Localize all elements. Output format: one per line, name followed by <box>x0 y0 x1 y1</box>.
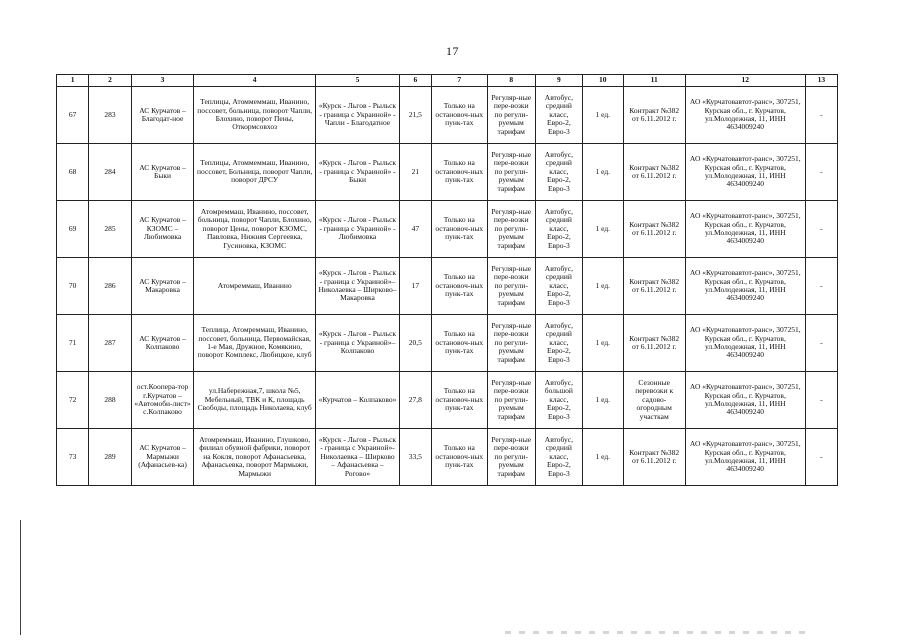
cell-transport-type: Регуляр-ные пере-возки по регули-руемым тарифам <box>487 144 535 201</box>
cell-route-name: АС Курчатов – Быки <box>131 144 193 201</box>
cell-count: 1 ед. <box>582 258 623 315</box>
cell-contract: Контракт №382 от 6.11.2012 г. <box>623 87 685 144</box>
cell-notes: - <box>805 87 837 144</box>
cell-roads: «Курчатов – Колпаково» <box>316 372 400 429</box>
cell-route-name: АС Курчатов – Колпаково <box>131 315 193 372</box>
cell-contract: Контракт №382 от 6.11.2012 г. <box>623 144 685 201</box>
cell-transport-type: Регуляр-ные пере-возки по регули-руемым тарифам <box>487 315 535 372</box>
cell-count: 1 ед. <box>582 87 623 144</box>
cell-transport-type: Регуляр-ные пере-возки по регули-руемым тарифам <box>487 87 535 144</box>
cell-route-name: АС Курчатов – Макаровка <box>131 258 193 315</box>
cell-count: 1 ед. <box>582 429 623 486</box>
cell-route-number: 287 <box>89 315 132 372</box>
cell-boarding: Только на остановоч-ных пунк-тах <box>431 258 487 315</box>
column-header: 10 <box>582 75 623 87</box>
cell-vehicle: Автобус, средний класс, Евро-2, Евро-3 <box>535 87 582 144</box>
cell-length: 21,5 <box>399 87 431 144</box>
cell-length: 33,5 <box>399 429 431 486</box>
cell-contract: Контракт №382 от 6.11.2012 г. <box>623 258 685 315</box>
cell-route-name: АС Курчатов – Мармыжи (Афанасьев-ка) <box>131 429 193 486</box>
cell-transport-type: Регуляр-ные пере-возки по регули-руемым тарифам <box>487 372 535 429</box>
cell-count: 1 ед. <box>582 144 623 201</box>
cell-row-number: 72 <box>57 372 89 429</box>
cell-count: 1 ед. <box>582 315 623 372</box>
cell-route-number: 285 <box>89 201 132 258</box>
cell-boarding: Только на остановоч-ных пунк-тах <box>431 315 487 372</box>
routes-table <box>56 74 838 486</box>
cell-transport-type: Регуляр-ные пере-возки по регули-руемым тарифам <box>487 201 535 258</box>
cell-route-number: 286 <box>89 258 132 315</box>
cell-length: 21 <box>399 144 431 201</box>
column-header: 12 <box>685 75 805 87</box>
cell-notes: - <box>805 372 837 429</box>
cell-boarding: Только на остановоч-ных пунк-тах <box>431 429 487 486</box>
cell-vehicle: Автобус, средний класс, Евро-2, Евро-3 <box>535 429 582 486</box>
page-number: 17 <box>446 44 459 58</box>
cell-notes: - <box>805 429 837 486</box>
cell-contract: Контракт №382 от 6.11.2012 г. <box>623 429 685 486</box>
cell-transport-type: Регуляр-ные пере-возки по регули-руемым тарифам <box>487 429 535 486</box>
cell-carrier: АО «Курчатовавтот-ранс», 307251, Курская обл., г. Курчатов, ул.Молодежная, 11, ИНН 4634009240 <box>685 258 805 315</box>
cell-route-name: АС Курчатов – КЗОМС – Любимовка <box>131 201 193 258</box>
cell-roads: «Курск - Льгов - Рыльск - граница с Украиной»– Николаевка – Ширково– Макаровка <box>316 258 400 315</box>
cell-length: 27,8 <box>399 372 431 429</box>
cell-boarding: Только на остановоч-ных пунк-тах <box>431 144 487 201</box>
cell-notes: - <box>805 144 837 201</box>
cell-notes: - <box>805 258 837 315</box>
cell-row-number: 73 <box>57 429 89 486</box>
cell-intermediate-stops: ул.Набережная,7, школа №5, Мебельный, ТВК и К, площадь Свободы, площадь Николаева, клуб <box>194 372 316 429</box>
cell-roads: «Курск - Льгов - Рыльск - граница с Украиной» - Любимовка <box>316 201 400 258</box>
cell-roads: «Курск - Льгов - Рыльск - граница с Украиной»- Николаевка – Ширково – Афанасьевка – Рогово» <box>316 429 400 486</box>
cell-route-number: 283 <box>89 87 132 144</box>
cell-intermediate-stops: Теплица, Атомреммаш, Иванино, поссовет, больница, Первомайская, 1-е Мая, Дружное, Комякино, поворот Комплекс, Любицкое, клуб <box>194 315 316 372</box>
cell-count: 1 ед. <box>582 372 623 429</box>
table-row <box>57 372 838 429</box>
cell-roads: «Курск - Льгов - Рыльск - граница с Украиной» - Быки <box>316 144 400 201</box>
cell-length: 17 <box>399 258 431 315</box>
cell-route-number: 284 <box>89 144 132 201</box>
table-row <box>57 315 838 372</box>
routes-table-container <box>56 74 838 486</box>
cell-intermediate-stops: Атомреммаш, Иванино, Глушково, филиал обувной фабрики, поворот на Кокля, поворот Афанасьевка, Афанасьевка, поворот Мармыжи, Мармыжи <box>194 429 316 486</box>
cell-boarding: Только на остановоч-ных пунк-тах <box>431 201 487 258</box>
cell-roads: «Курск - Льгов - Рыльск - граница с Украиной» - Чапли - Благодатное <box>316 87 400 144</box>
column-header: 1 <box>57 75 89 87</box>
cell-carrier: АО «Курчатовавтот-ранс», 307251, Курская обл., г. Курчатов, ул.Молодежная, 11, ИНН 4634009240 <box>685 144 805 201</box>
column-header: 11 <box>623 75 685 87</box>
column-header: 13 <box>805 75 837 87</box>
scan-margin-line <box>20 520 21 635</box>
cell-row-number: 67 <box>57 87 89 144</box>
column-header: 6 <box>399 75 431 87</box>
cell-route-number: 289 <box>89 429 132 486</box>
cell-vehicle: Автобус, средний класс, Евро-2, Евро-3 <box>535 201 582 258</box>
table-header-row <box>57 75 838 87</box>
cell-vehicle: Автобус, средний класс, Евро-2, Евро-3 <box>535 258 582 315</box>
cell-contract: Контракт №382 от 6.11.2012 г. <box>623 315 685 372</box>
column-header: 5 <box>316 75 400 87</box>
cell-route-name: ост.Коопера-тор г.Курчатов – «Автомоби-лист» с.Колпаково <box>131 372 193 429</box>
cell-carrier: АО «Курчатовавтот-ранс», 307251, Курская обл., г. Курчатов, ул.Молодежная, 11, ИНН 4634009240 <box>685 201 805 258</box>
table-row <box>57 258 838 315</box>
column-header: 3 <box>131 75 193 87</box>
cell-row-number: 70 <box>57 258 89 315</box>
cell-intermediate-stops: Атомреммаш, Иванино <box>194 258 316 315</box>
cell-row-number: 71 <box>57 315 89 372</box>
column-header: 9 <box>535 75 582 87</box>
column-header: 7 <box>431 75 487 87</box>
cell-roads: «Курск - Льгов - Рыльск - граница с Украиной»– Колпаково <box>316 315 400 372</box>
cell-row-number: 69 <box>57 201 89 258</box>
cell-carrier: АО «Курчатовавтот-ранс», 307251, Курская обл., г. Курчатов, ул.Молодежная, 11, ИНН 4634009240 <box>685 429 805 486</box>
table-body <box>57 87 838 486</box>
cell-carrier: АО «Курчатовавтот-ранс», 307251, Курская обл., г. Курчатов, ул.Молодежная, 11, ИНН 4634009240 <box>685 87 805 144</box>
scan-artifact <box>505 631 805 634</box>
cell-count: 1 ед. <box>582 201 623 258</box>
cell-carrier: АО «Курчатовавтот-ранс», 307251, Курская обл., г. Курчатов, ул.Молодежная, 11, ИНН 4634009240 <box>685 315 805 372</box>
cell-vehicle: Автобус, средний класс, Евро-2, Евро-3 <box>535 315 582 372</box>
cell-boarding: Только на остановоч-ных пунк-тах <box>431 372 487 429</box>
cell-boarding: Только на остановоч-ных пунк-тах <box>431 87 487 144</box>
cell-row-number: 68 <box>57 144 89 201</box>
cell-intermediate-stops: Теплицы, Атоммеммаш, Иванино, поссовет, Больница, поворот Чапли, поворот ДРСУ <box>194 144 316 201</box>
cell-carrier: АО «Курчатовавтот-ранс», 307251, Курская обл., г. Курчатов, ул.Молодежная, 11, ИНН 4634009240 <box>685 372 805 429</box>
column-header: 2 <box>89 75 132 87</box>
cell-transport-type: Регуляр-ные пере-возки по регули-руемым тарифам <box>487 258 535 315</box>
cell-notes: - <box>805 315 837 372</box>
cell-vehicle: Автобус, большой класс, Евро-2, Евро-3 <box>535 372 582 429</box>
cell-contract: Сезонные перевозки к садово-огородным участкам <box>623 372 685 429</box>
cell-length: 47 <box>399 201 431 258</box>
cell-intermediate-stops: Теплицы, Атоммеммаш, Иванино, поссовет, больница, поворот Чапли, Блохино, поворот Пены, Откормсовхоз <box>194 87 316 144</box>
cell-intermediate-stops: Атомреммаш, Иванино, поссовет, больница, поворот Чапли, Блохино, поворот Цены, поворот КЗОМС, Павловка, Нижняя Сергеевка, Гусиновка, КЗОМС <box>194 201 316 258</box>
table-row <box>57 429 838 486</box>
column-header: 8 <box>487 75 535 87</box>
cell-contract: Контракт №382 от 6.11.2012 г. <box>623 201 685 258</box>
cell-notes: - <box>805 201 837 258</box>
table-row <box>57 87 838 144</box>
cell-route-name: АС Курчатов – Благодат-ное <box>131 87 193 144</box>
table-row <box>57 201 838 258</box>
column-header: 4 <box>194 75 316 87</box>
cell-route-number: 288 <box>89 372 132 429</box>
cell-vehicle: Автобус, средний класс, Евро-2, Евро-3 <box>535 144 582 201</box>
table-row <box>57 144 838 201</box>
cell-length: 20,5 <box>399 315 431 372</box>
